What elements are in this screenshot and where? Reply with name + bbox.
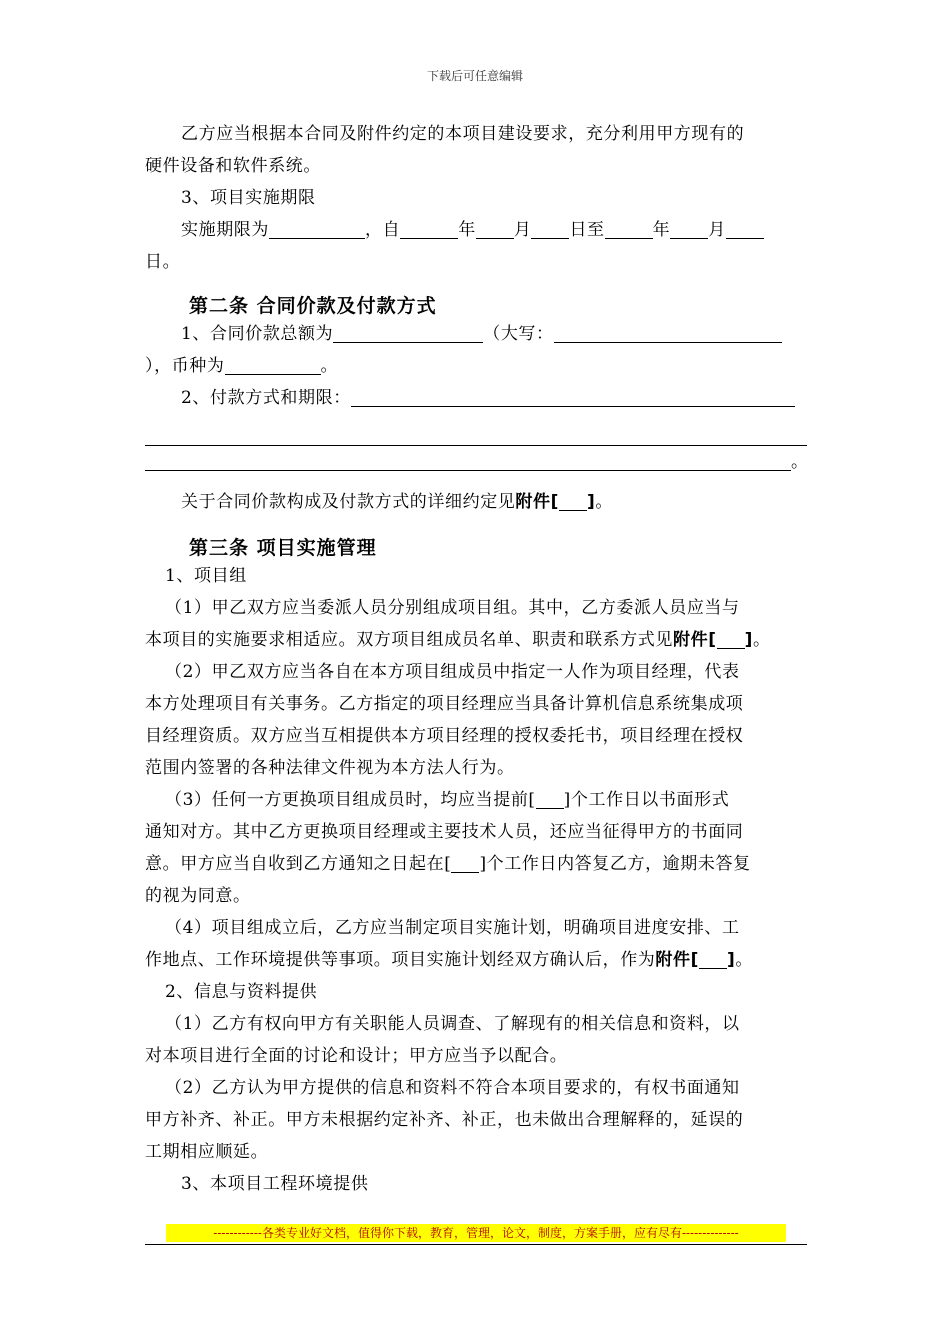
section-heading: 2、信息与资料提供 [165,982,318,1002]
blank-field[interactable] [559,488,587,511]
paragraph-line: （1）甲乙双方应当委派人员分别组成项目组。其中，乙方委派人员应当与 [165,598,740,618]
period-line [145,214,807,246]
paragraph-line: （4）项目组成立后，乙方应当制定项目实施计划，明确项目进度安排、工 [165,918,740,938]
paragraph-text: 本项目的实施要求相适应。双方项目组成员名单、职责和联系方式见 [145,630,673,650]
paragraph-text: 意。甲方应当自收到乙方通知之日起在[ [145,854,452,874]
currency-label: ），币种为 [145,356,225,376]
intro-paragraph-line: 乙方应当根据本合同及附件约定的本项目建设要求，充分利用甲方现有的 [181,124,745,144]
period-mark: 。 [791,452,809,472]
month-label: 月 [513,220,532,240]
period-line-end: 日。 [145,252,181,272]
from-label: 自 [382,220,401,240]
blank-field[interactable] [351,384,795,407]
blank-field[interactable] [605,216,653,239]
blank-field[interactable] [531,216,569,239]
currency-line [145,350,807,382]
period-mark: 。 [735,950,753,970]
paragraph-line [145,944,807,976]
appendix-ref-line [145,486,807,518]
article-title: 第二条 合同价款及付款方式 [189,295,437,317]
footer-rule [145,1244,807,1245]
page-header: 下载后可任意编辑 [426,69,523,83]
payment-line [145,382,807,414]
blank-field[interactable] [670,216,708,239]
intro-paragraph-line: 硬件设备和软件系统。 [145,156,321,176]
blank-field[interactable] [699,946,727,969]
paragraph-line [145,624,807,656]
day-to-label: 日至 [569,220,605,240]
blank-field[interactable] [536,786,564,809]
blank-field[interactable] [451,850,479,873]
blank-field[interactable] [400,216,458,239]
comma: ， [365,220,383,240]
appendix-label: 附件[ [655,950,699,970]
paragraph-text: （3）任何一方更换项目组成员时，均应当提前[ [165,790,536,810]
paragraph-line [145,784,807,816]
period-mark: 。 [752,630,771,650]
paragraph-line: 的视为同意。 [145,886,251,906]
blank-field[interactable] [145,448,791,471]
blank-field[interactable] [726,216,764,239]
appendix-bracket: ] [744,630,753,650]
paragraph-line: 甲方补齐、补正。甲方未根据约定补齐、补正，也未做出合理解释的，延误的 [145,1110,744,1130]
paragraph-line: （2）甲乙双方应当各自在本方项目组成员中指定一人作为项目经理，代表 [165,662,740,682]
paragraph-line: （1）乙方有权向甲方有关职能人员调查、了解现有的相关信息和资料，以 [165,1014,740,1034]
blank-field[interactable] [269,216,365,239]
appendix-label: 附件[ [673,630,717,650]
paragraph-line: 目经理资质。双方应当互相提供本方项目经理的授权委托书，项目经理在授权 [145,726,744,746]
paragraph-text: 作地点、工作环境提供等事项。项目实施计划经双方确认后，作为 [145,950,656,970]
ref-text: 关于合同价款构成及付款方式的详细约定见 [181,492,516,512]
period-mark: 。 [320,356,339,376]
blank-field[interactable] [717,626,745,649]
paragraph-line: 本方处理项目有关事务。乙方指定的项目经理应当具备计算机信息系统集成项 [145,694,744,714]
daxie-label: （大写： [483,324,554,344]
paragraph-line [145,848,807,880]
period-mark: 。 [595,492,613,512]
year-label: 年 [458,220,476,240]
price-label: 1、合同价款总额为 [181,324,334,344]
paragraph-line: 通知对方。其中乙方更换项目经理或主要技术人员，还应当征得甲方的书面同 [145,822,744,842]
paragraph-line: （2）乙方认为甲方提供的信息和资料不符合本项目要求的，有权书面通知 [165,1078,740,1098]
paragraph-line: 范围内签署的各种法律文件视为本方法人行为。 [145,758,515,778]
appendix-bracket: ] [726,950,736,970]
document-body [145,118,807,1200]
blank-line-row [145,446,807,478]
blank-field[interactable] [333,320,483,343]
paragraph-line: 对本项目进行全面的讨论和设计；甲方应当予以配合。 [145,1046,568,1066]
payment-label: 2、付款方式和期限： [181,388,351,408]
appendix-bracket: ] [586,492,596,512]
blank-field[interactable] [476,216,514,239]
section-heading: 3、项目实施期限 [181,188,316,208]
paragraph-text: ]个工作日内答复乙方，逾期未答复 [479,854,751,874]
section-heading: 3、本项目工程环境提供 [181,1174,369,1194]
appendix-label: 附件[ [515,492,559,512]
blank-field[interactable] [554,320,782,343]
paragraph-text: ]个工作日以书面形式 [563,790,730,810]
year-label: 年 [652,220,671,240]
footer-banner: ------------各类专业好文档，值得你下载，教育，管理，论文，制度，方案手册，应有尽有-------------- [166,1224,786,1242]
period-prefix: 实施期限为 [181,220,269,240]
month-label: 月 [708,220,726,240]
paragraph-line: 工期相应顺延。 [145,1142,269,1162]
blank-line[interactable] [145,414,807,446]
blank-field[interactable] [225,352,321,375]
article-title: 第三条 项目实施管理 [189,537,377,559]
price-line [145,318,807,350]
section-heading: 1、项目组 [165,566,247,586]
